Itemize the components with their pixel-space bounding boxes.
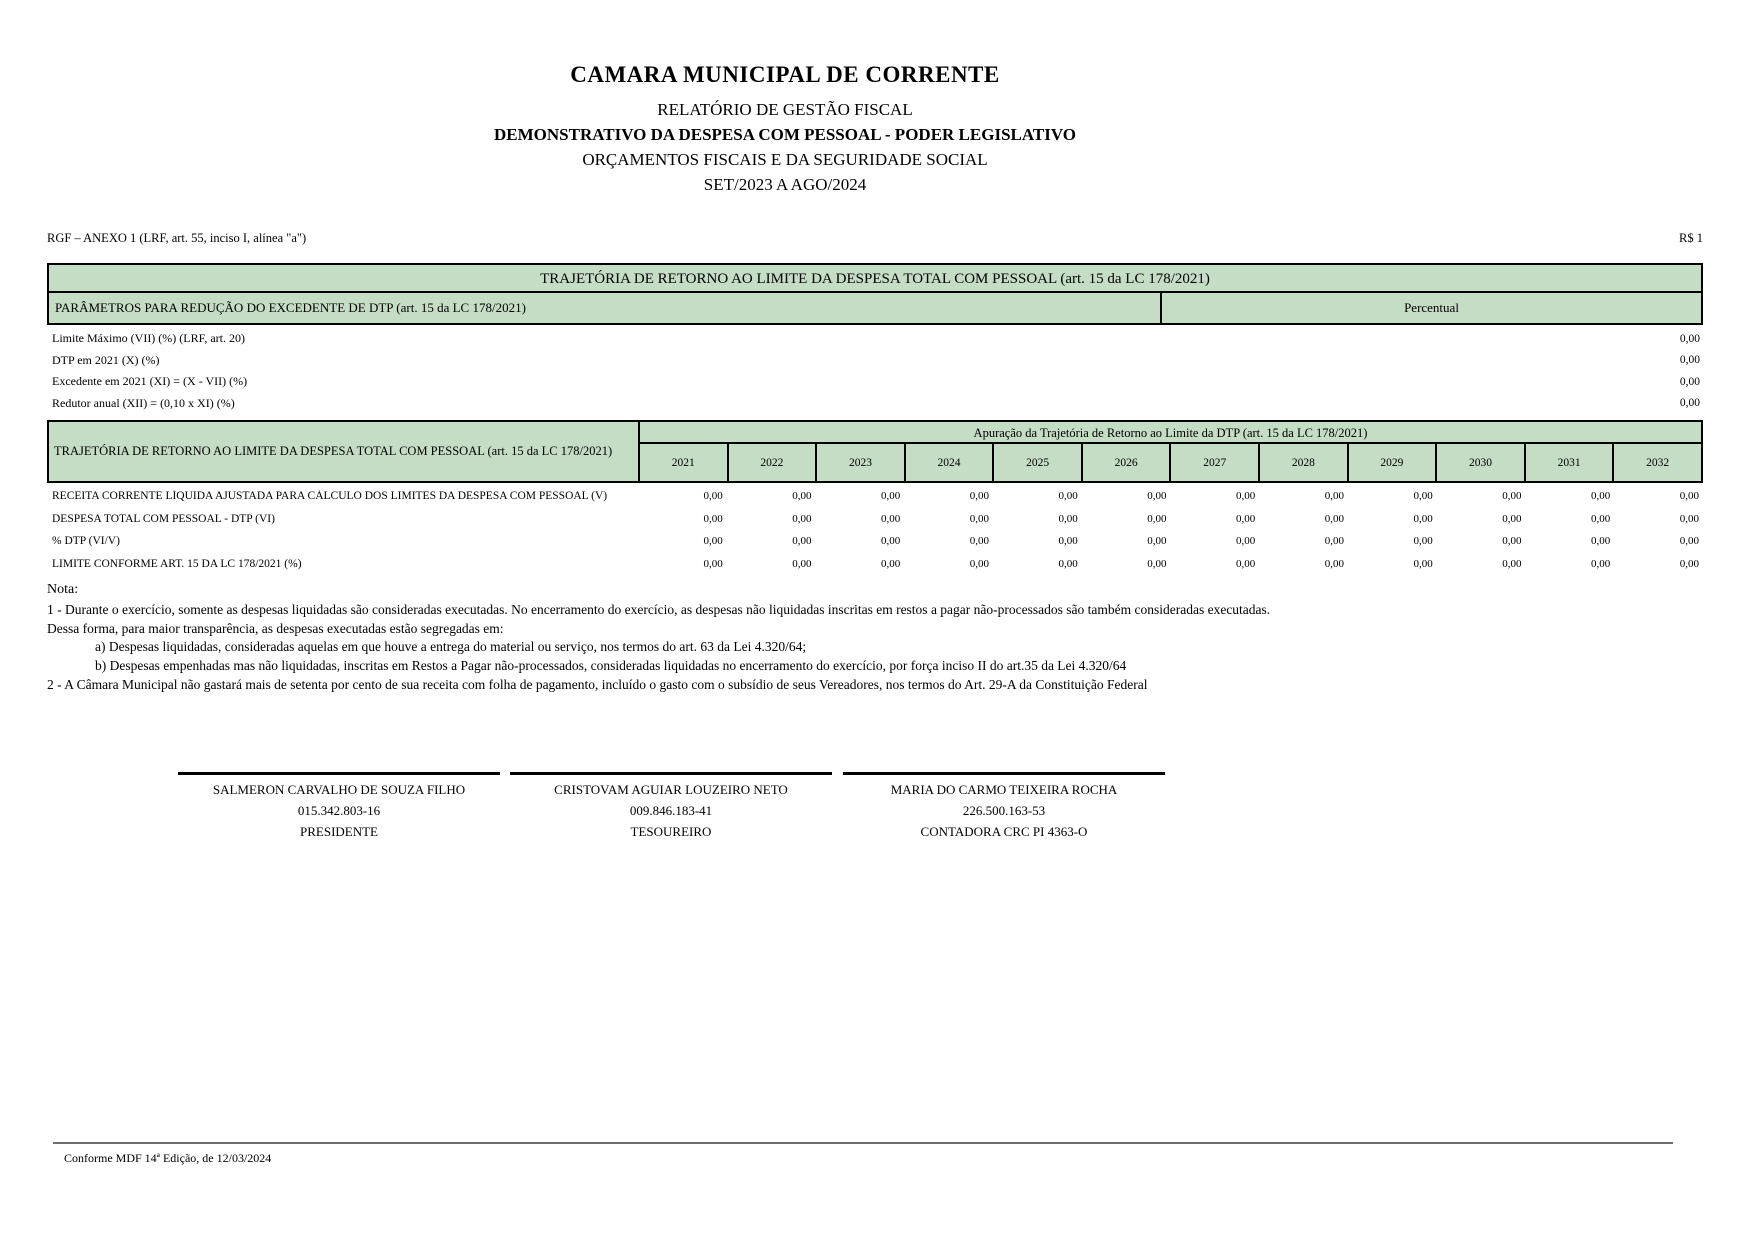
cell-value: 0,00 xyxy=(881,512,901,525)
table-row xyxy=(47,508,1703,531)
cell-value: 0,00 xyxy=(1679,557,1699,570)
cell-value: 0,00 xyxy=(792,490,812,503)
cell-value: 0,00 xyxy=(1591,512,1611,525)
cell-value: 0,00 xyxy=(969,535,989,548)
signature-block xyxy=(510,772,832,839)
signatures-section xyxy=(0,772,1755,852)
cell-value: 0,00 xyxy=(1679,512,1699,525)
cell-value: 0,00 xyxy=(1324,512,1344,525)
cell-value: 0,00 xyxy=(1058,557,1078,570)
year-header: 2032 xyxy=(1646,456,1670,469)
cell-value: 0,00 xyxy=(792,535,812,548)
signature-block xyxy=(843,772,1165,839)
table-row xyxy=(47,530,1703,553)
cell-value: 0,00 xyxy=(969,557,989,570)
table2-left-header: TRAJETÓRIA DE RETORNO AO LIMITE DA DESPESA TOTAL COM PESSOAL (art. 15 da LC 178/2021) xyxy=(49,422,640,481)
table-row xyxy=(47,350,1703,372)
note-line: 2 - A Câmara Municipal não gastará mais de setenta por cento de sua receita com folha de pagamento, incluído o gasto com o subsídio de seus Vereadores, nos termos do Art. 29-A da Constituição Federal xyxy=(47,676,1148,692)
row-label: DESPESA TOTAL COM PESSOAL - DTP (VI) xyxy=(52,512,275,525)
table1-left-header: PARÂMETROS PARA REDUÇÃO DO EXCEDENTE DE DTP (art. 15 da LC 178/2021) xyxy=(49,293,1162,323)
signatory-name: SALMERON CARVALHO DE SOUZA FILHO xyxy=(212,782,466,797)
cell-value: 0,00 xyxy=(1502,535,1522,548)
cell-value: 0,00 xyxy=(881,557,901,570)
year-header: 2029 xyxy=(1349,444,1438,481)
report-subtitle: RELATÓRIO DE GESTÃO FISCAL xyxy=(657,100,913,119)
table1-column-headers xyxy=(49,293,1701,323)
meta-row xyxy=(47,231,1703,246)
cell-value: 0,00 xyxy=(703,512,723,525)
cell-value: 0,00 xyxy=(1236,535,1256,548)
document-header xyxy=(0,62,1570,197)
cell-value: 0,00 xyxy=(969,512,989,525)
year-header: 2023 xyxy=(817,444,906,481)
signature-block xyxy=(178,772,500,839)
parameters-table-header xyxy=(47,263,1703,325)
trajectory-table-body xyxy=(47,485,1703,575)
footer-text: Conforme MDF 14ª Edição, de 12/03/2024 xyxy=(64,1151,272,1165)
cell-value: 0,00 xyxy=(1324,557,1344,570)
notes-title: Nota: xyxy=(47,582,79,597)
cell-value: 0,00 xyxy=(1413,490,1433,503)
cell-value: 0,00 xyxy=(1147,490,1167,503)
cell-value: 0,00 xyxy=(1147,535,1167,548)
cell-value: 0,00 xyxy=(703,557,723,570)
signature-line xyxy=(843,772,1165,775)
cell-value: 0,00 xyxy=(1413,512,1433,525)
cell-value: 0,00 xyxy=(1236,490,1256,503)
table-row xyxy=(47,485,1703,508)
cell-value: 0,00 xyxy=(1591,535,1611,548)
cell-value: 0,00 xyxy=(1591,557,1611,570)
signatory-cpf: 009.846.183-41 xyxy=(629,803,713,818)
table2-right-header xyxy=(640,422,1701,481)
table1-title: TRAJETÓRIA DE RETORNO AO LIMITE DA DESPESA TOTAL COM PESSOAL (art. 15 da LC 178/2021) xyxy=(49,265,1701,293)
table-row xyxy=(47,328,1703,350)
parameters-table-body xyxy=(47,328,1703,414)
cell-value: 0,00 xyxy=(1591,490,1611,503)
year-header: 2024 xyxy=(906,444,995,481)
signatory-name: CRISTOVAM AGUIAR LOUZEIRO NETO xyxy=(554,782,788,797)
signatory-name: MARIA DO CARMO TEIXEIRA ROCHA xyxy=(890,782,1118,797)
signatory-role: CONTADORA CRC PI 4363-O xyxy=(920,824,1088,839)
year-header: 2030 xyxy=(1437,444,1526,481)
row-label: DTP em 2021 (X) (%) xyxy=(52,352,160,367)
year-header: 2028 xyxy=(1260,444,1349,481)
cell-value: 0,00 xyxy=(703,535,723,548)
cell-value: 0,00 xyxy=(1058,490,1078,503)
cell-value: 0,00 xyxy=(1324,490,1344,503)
year-header: 2022 xyxy=(729,444,818,481)
signatory-cpf: 015.342.803-16 xyxy=(297,803,381,818)
cell-value: 0,00 xyxy=(1058,512,1078,525)
cell-value: 0,00 xyxy=(792,512,812,525)
report-subtitle-bold: DEMONSTRATIVO DA DESPESA COM PESSOAL - PODER LEGISLATIVO xyxy=(494,125,1076,144)
row-value: 0,00 xyxy=(1679,397,1700,410)
signature-line xyxy=(178,772,500,775)
cell-value: 0,00 xyxy=(1502,512,1522,525)
cell-value: 0,00 xyxy=(792,557,812,570)
row-value: 0,00 xyxy=(1679,375,1700,388)
trajectory-table-header xyxy=(47,420,1703,483)
cell-value: 0,00 xyxy=(1236,512,1256,525)
cell-value: 0,00 xyxy=(881,490,901,503)
year-header: 2026 xyxy=(1083,444,1172,481)
row-label: RECEITA CORRENTE LÍQUIDA AJUSTADA PARA CÁLCULO DOS LIMITES DA DESPESA COM PESSOAL (V) xyxy=(52,490,608,503)
signatory-cpf: 226.500.163-53 xyxy=(962,803,1046,818)
cell-value: 0,00 xyxy=(1058,535,1078,548)
row-value: 0,00 xyxy=(1679,332,1700,345)
cell-value: 0,00 xyxy=(1413,557,1433,570)
cell-value: 0,00 xyxy=(881,535,901,548)
table2-year-headers xyxy=(640,444,1701,481)
cell-value: 0,00 xyxy=(1147,557,1167,570)
signature-line xyxy=(510,772,832,775)
row-label: Redutor anual (XII) = (0,10 x XI) (%) xyxy=(52,395,235,410)
note-line: 1 - Durante o exercício, somente as despesas liquidadas são consideradas executadas. No encerramento do exercício, as despesas não liquidadas inscritas em restos a pagar não-processados são também consideradas executadas. xyxy=(47,602,1271,617)
page-title: CAMARA MUNICIPAL DE CORRENTE xyxy=(570,62,1000,87)
cell-value: 0,00 xyxy=(1502,490,1522,503)
table-row xyxy=(47,553,1703,576)
cell-value: 0,00 xyxy=(1413,535,1433,548)
table2-span-header: Apuração da Trajetória de Retorno ao Limite da DTP (art. 15 da LC 178/2021) xyxy=(640,422,1701,444)
report-subtitle-2: ORÇAMENTOS FISCAIS E DA SEGURIDADE SOCIAL xyxy=(582,150,988,169)
note-line: a) Despesas liquidadas, consideradas aquelas em que houve a entrega do material ou serviço, nos termos do art. 63 da Lei 4.320/64; xyxy=(95,639,807,655)
row-label: LIMITE CONFORME ART. 15 DA LC 178/2021 (%) xyxy=(52,557,302,570)
signatory-role: TESOUREIRO xyxy=(630,824,712,839)
cell-value: 0,00 xyxy=(1502,557,1522,570)
cell-value: 0,00 xyxy=(1679,535,1699,548)
notes-lines xyxy=(47,601,1709,695)
report-period: SET/2023 A AGO/2024 xyxy=(703,175,867,194)
row-value: 0,00 xyxy=(1679,354,1700,367)
row-label: % DTP (VI/V) xyxy=(52,535,120,548)
annex-label: RGF – ANEXO 1 (LRF, art. 55, inciso I, alínea "a") xyxy=(47,231,307,245)
row-label: Limite Máximo (VII) (%) (LRF, art. 20) xyxy=(52,331,245,346)
table-row xyxy=(47,393,1703,415)
cell-value: 0,00 xyxy=(1679,490,1699,503)
cell-value: 0,00 xyxy=(703,490,723,503)
notes-section xyxy=(47,581,1709,695)
year-header: 2031 xyxy=(1526,444,1615,481)
cell-value: 0,00 xyxy=(1147,512,1167,525)
year-header: 2027 xyxy=(1171,444,1260,481)
row-label: Excedente em 2021 (XI) = (X - VII) (%) xyxy=(52,374,248,389)
table1-right-header: Percentual xyxy=(1404,300,1459,315)
year-header: 2025 xyxy=(994,444,1083,481)
cell-value: 0,00 xyxy=(1324,535,1344,548)
note-line: b) Despesas empenhadas mas não liquidadas, inscritas em Restos a Pagar não-processados, consideradas liquidadas no encerramento do exercício, por força inciso II do art.35 da Lei 4.320/64 xyxy=(95,658,1127,674)
footer-divider xyxy=(53,1142,1673,1144)
note-line: Dessa forma, para maior transparência, as despesas executadas estão segregadas em: xyxy=(47,620,504,636)
cell-value: 0,00 xyxy=(969,490,989,503)
table-row xyxy=(47,371,1703,393)
signatory-role: PRESIDENTE xyxy=(300,824,378,839)
cell-value: 0,00 xyxy=(1236,557,1256,570)
currency-label: R$ 1 xyxy=(1679,231,1703,245)
year-header: 2021 xyxy=(640,444,729,481)
